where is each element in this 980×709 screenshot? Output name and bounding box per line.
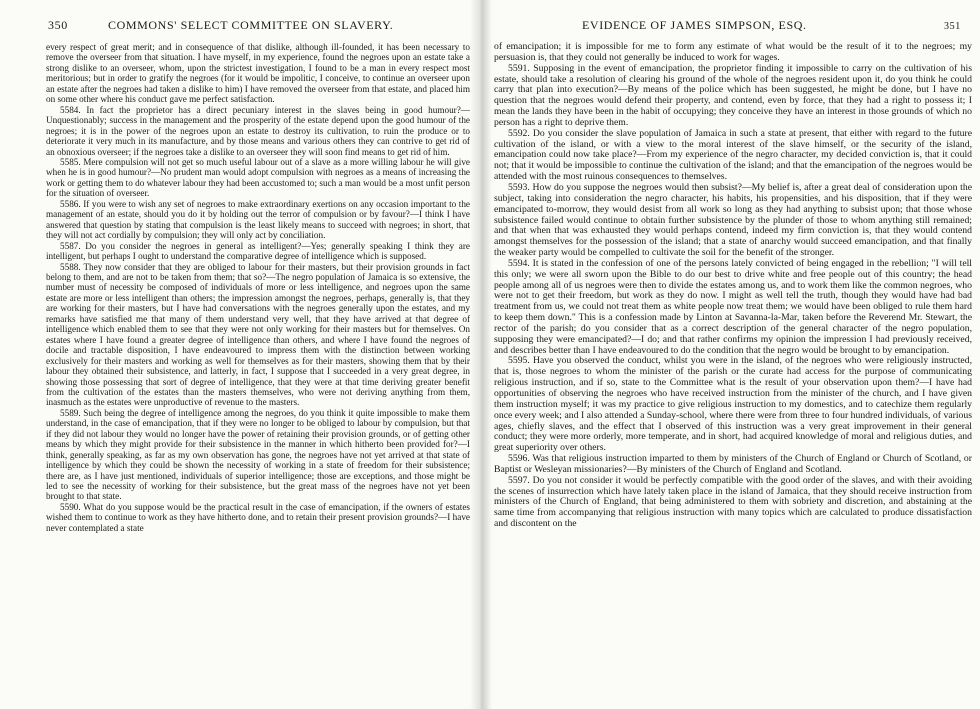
right-paragraph: 5593. How do you suppose the negroes would then subsist?—My belief is, after a great deal of consideration upon the subject, taking into consideration the negro character, his habits, his propensities, and his disposition, that if they were emancipated to-morrow, they would desist from all work so long as they had anything to subsist upon; that those whose subsistence failed would continue to obtain further subsistence by the plunder of those to whom anything still remained; and that when that was exhausted they would perhaps contend, indeed my firm conviction is, that they would contend amongst themselves for the possession of the island; that a state of anarchy would succeed emancipation, and that finally the weaker party would be compelled to cultivate the soil for the benefit of the stronger.: [494, 181, 972, 259]
left-paragraph: 5585. Mere compulsion will not get so much useful labour out of a slave as a more willing labour he will give when he is in good humour?—No prudent man would adopt compulsion with negroes as a means of increasing the work or getting them to do whatever labour they had been accustomed to; such a man would be a most unfit person for the situation of overseer.: [46, 156, 470, 199]
right-page: [482, 0, 980, 709]
right-paragraph: 5592. Do you consider the slave population of Jamaica in such a state at present, that either with regard to the future cultivation of the island, or with a view to the moral interest of the slave himself, or the security of the island, emancipation could now take place?—From my experience of the negro character, my decided conviction is, that it could not; that it would be impossible to continue the cultivation of the island; and that the emancipation of the negroes would be attended with the most ruinous consequences to themselves.: [494, 127, 972, 183]
left-paragraph: 5584. In fact the proprietor has a direct pecuniary interest in the slaves being in good humour?—Unquestionably; success in the management and the prosperity of the estate depend upon the good humour of the negroes; it is in the power of the negroes upon an estate to destroy its cultivation, to ruin the produce or to deteriorate it very much in its manufacture, and by those means and various others they can contrive to get rid of an obnoxious overseer; if the negroes take a dislike to an overseer they will soon find means to get rid of him.: [46, 104, 470, 157]
right-paragraph: 5591. Supposing in the event of emancipation, the proprietor finding it impossible to carry on the cultivation of his estate, should take a resolution of clearing his ground of the whole of the negroes resident upon it, do you think he could carry that plan into execution?—By means of the police which has been suggested, he might be done, but I have no question that the negroes would defend their property, and contend, even by force, that they had a right to possess it; I mean the lands they have been in the habit of occupying; they conceive they have an interest in those grounds of which no person has a right to deprive them.: [494, 62, 972, 128]
left-paragraph: 5587. Do you consider the negroes in general as intelligent?—Yes; generally speaking I think they are intelligent, but perhaps I ought to understand the comparative degree of intelligence which is supposed.: [46, 240, 470, 262]
right-paragraph: 5597. Do you not consider it would be perfectly compatible with the good order of the slaves, and with their avoiding the scenes of insurrection which have lately taken place in the island of Jamaica, that they should receive instruction from ministers of the Church of England, that being administered to them with sobriety and discretion, and abstaining at the same time from accompanying that religious instruction with many topics which are calculated to produce dissatisfaction and discontent on the: [494, 474, 972, 530]
left-page: [0, 0, 478, 709]
right-body-text: [494, 42, 972, 530]
right-paragraph: of emancipation; it is impossible for me to form any estimate of what would be the result of it to the negroes; my persuasion is, that they could not generally be induced to work for wages.: [494, 41, 972, 63]
left-paragraph: 5589. Such being the degree of intelligence among the negroes, do you think it quite impossible to make them understand, in the case of emancipation, that if they were no longer to be obliged to labour by compulsion, but that if they did not labour they would no longer have the power of retaining their provision grounds, or of getting other means by which they might provide for their subsistence in the manner in which hitherto been provided for?—I think, generally speaking, as far as my own observation has gone, the negroes have not yet arrived at that state of intelligence by which they could be shown the necessity of working in a state of freedom for their subsistence; there are, as I have just mentioned, individuals of superior intelligence; those are exceptions, and those might be led to see the necessity of working for their subsistence, but the great mass of the negroes have not yet been brought to that state.: [46, 407, 470, 502]
right-paragraph: 5595. Have you observed the conduct, whilst you were in the island, of the negroes who were religiously instructed, that is, those negroes to whom the minister of the parish or the curate had access for the purpose of communicating religious instruction, and if so, state to the Committee what is the result of your observation upon them?—I have had opportunities of observing the negroes who have received instruction from the minister of the church, and I have given them instruction myself; it was my practice to give religious instruction to my domestics, and to catechize them regularly once every week; and I also attended a Sunday-school, where there were from three to four hundred individuals, of various ages, chiefly slaves, and the effect that I observed of this instruction was a very great improvement in their general conduct; they were more orderly, more temperate, and in short, had acquired knowledge of moral and religious duties, and great superiority over others.: [494, 355, 972, 454]
left-paragraph: every respect of great merit; and in consequence of that dislike, although ill-founded, it has been necessary to remove the overseer from that situation. I have myself, in my experience, found the negroes upon an estate take a strong dislike to an overseer, whom, upon the strictest investigation, I found to be a man in every respect most meritorious; but in order to gratify the negroes (for it would be impolitic, I conceive, to continue an overseer upon an estate after the negroes had taken a dislike to him) I have removed the overseer from that estate, and placed him on some other where his conduct gave me perfect satisfaction.: [46, 42, 470, 105]
right-paragraph: 5594. It is stated in the confession of one of the persons lately convicted of being engaged in the rebellion; "I will tell this only; we were all sworn upon the Bible to do our best to drive white and free people out of this country; the head people among all of us negroes were then to divide the estates among us, and to work them like the common negroes, who were not to get their freedom, but work as they do now. I might as well tell the truth, though they would have had bad treatment from us, we could not treat them as white people now treat them; we would have been obliged to rule them hard to keep them down." This is a confession made by Linton at Savanna-la-Mar, taken before the Reverend Mr. Stewart, the rector of the parish; do you consider that as a correct description of the general character of the negro population, supposing they were emancipated?—I do; and that rather confirms my opinion the impression I had previously received, and describes better than I have endeavoured to do the condition that the negro would be brought to by emancipation.: [494, 257, 972, 356]
right-paragraph: 5596. Was that religious instruction imparted to them by ministers of the Church of England or Church of Scotland, or Baptist or Wesleyan missionaries?—By ministers of the Church of England and Scotland.: [494, 453, 972, 475]
left-page-number: 350: [48, 18, 68, 32]
right-running-head: EVIDENCE OF JAMES SIMPSON, ESQ.: [582, 18, 807, 32]
left-body-text: [46, 42, 470, 533]
left-running-head: COMMONS' SELECT COMMITTEE ON SLAVERY.: [108, 18, 394, 32]
left-paragraph: 5590. What do you suppose would be the practical result in the case of emancipation, if the owners of estates wished them to continue to work as they have hitherto done, and to retain their present provision grounds?—I have never contemplated a state: [46, 501, 470, 533]
left-paragraph: 5588. They now consider that they are obliged to labour for their masters, but their provision grounds in fact belong to them, and are not to be taken from them; that so?—The negro population of Jamaica is so extensive, the number must of necessity be composed of individuals of more or less intelligence, and negroes upon the same estate are more or less intelligent than others; the impression amongst the negroes, perhaps, generally is, that they are working for their masters, but I have had conversations with the negroes generally upon the estates, and my remarks have satisfied me that many of them understand very well, that they have arrived at that degree of intelligence which enabled them to see that they were not only working for their masters but for themselves. On estates where I have found a greater degree of intelligence than others, and where I have found the negroes of docile and tractable disposition, I have endeavoured to impress them with the distinction between working exclusively for their masters and working as well for themselves as for their masters, showing them that by their labour they obtained their subsistence, and latterly, in fact, I suppose that I succeeded in a very great degree, in showing those possessing that sort of degree of intelligence, that they were at that time deriving greater benefit from the cultivation of the estates than the masters themselves, who were not deriving anything from them, inasmuch as the estates were unproductive of revenue to the masters.: [46, 261, 470, 408]
left-paragraph: 5586. If you were to wish any set of negroes to make extraordinary exertions on any occasion important to the management of an estate, should you do it by holding out the terror of compulsion or by favour?—I think I have answered that question by stating that compulsion is the least likely means to succeed with negroes; in short, that they will not act cordially by compulsion; they will only act by conciliation.: [46, 198, 470, 241]
right-page-number: 351: [944, 21, 961, 32]
